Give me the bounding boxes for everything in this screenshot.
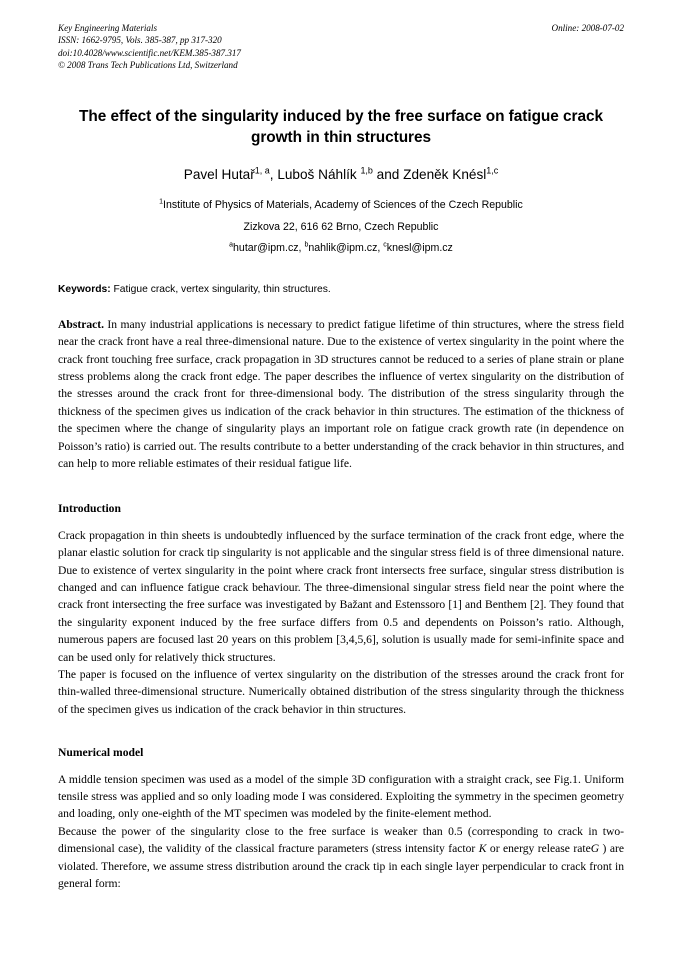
affiliation-marker: 1: [159, 198, 164, 206]
math-symbol-G: G: [590, 842, 600, 856]
author-name-2: Luboš Náhlík: [277, 167, 361, 183]
author-separator-2: and: [372, 167, 404, 183]
email-address-b: nahlik@ipm.cz,: [308, 242, 384, 255]
keywords-line: [58, 283, 624, 297]
journal-header: [58, 22, 624, 71]
keywords-label: Keywords:: [58, 283, 111, 295]
affiliation-institute-text: Institute of Physics of Materials, Academy of Sciences of the Czech Republic: [163, 199, 523, 212]
online-date: Online: 2008-07-02: [551, 23, 624, 33]
author-affiliation-marker-2: 1,b: [360, 165, 373, 176]
numerical-model-paragraph-1: A middle tension specimen was used as a model of the simple 3D configuration with a straight crack, see Fig.1. Uniform tensile stress was applied and so only loading mode I was considered. Exploiting the symmetry in the specimen geometry and loading, only one-eighth of the MT specimen was modeled by the finite-element method.: [58, 772, 624, 821]
introduction-paragraph-2: The paper is focused on the influence of vertex singularity on the distribution of the stresses around the crack front for thin-walled three-dimensional structure. Numerically obtained distribution of the stress singularity through the thickness of the specimen gives us indication of the crack behavior in thin structures.: [58, 668, 624, 716]
numerical-model-para2-part-a: Because the power of the singularity close to the free surface is weaker than 0.5 (corresponding to crack in two-dimensional case), the validity of the classical fracture parameters (stress intensity factor: [58, 824, 624, 856]
journal-copyright: © 2008 Trans Tech Publications Ltd, Switzerland: [58, 59, 238, 70]
abstract-paragraph: [58, 316, 624, 473]
journal-issn-volume: ISSN: 1662-9795, Vols. 385-387, pp 317-320: [58, 35, 222, 46]
abstract-label: Abstract.: [58, 317, 105, 331]
affiliation-institute: [58, 195, 624, 217]
abstract-text: In many industrial applications is necessary to predict fatigue lifetime of thin structures, where the stress field near the crack front have a real three-dimensional nature. Due to the existence of vertex singularity in the point where the crack front touching free surface, crack propagation in 3D structures cannot be reduced to a series of plane strain or plane stress problems along the crack front edge. The paper describes the influence of vertex singularity on the distribution of the stresses around the crack front for three-dimensional body. The distribution of the stress singularity through the thickness of the specimen gives us indication of the crack behavior in thin structures. The estimation of the thickness of the specimen where the change of singularity plays an important role on fatigue crack growth rate (in dependence on Poisson’s ratio) is carried out. The results contribute to a better understanding of the crack behavior in thin structures, and can help to more reliable estimates of their residual fatigue life.: [58, 317, 624, 470]
journal-name: Key Engineering Materials: [58, 23, 158, 33]
author-affiliation-marker-3: 1,c: [486, 165, 499, 176]
math-symbol-K: K: [478, 842, 487, 856]
section-heading-introduction: Introduction: [58, 502, 121, 516]
email-address-c: knesl@ipm.cz: [386, 242, 453, 255]
page-title: The effect of the singularity induced by the free surface on fatigue crack growth in thin structures: [79, 108, 603, 147]
author-affiliation-marker-1: 1, a: [254, 165, 270, 176]
numerical-model-para2-part-c: ) are violated. Therefore, we assume stress distribution around the crack tip in each single layer perpendicular to crack front in general form:: [58, 842, 625, 891]
author-list: [58, 165, 624, 184]
affiliation-address: Zizkova 22, 616 62 Brno, Czech Republic: [243, 220, 439, 233]
journal-header-left: [58, 22, 478, 71]
author-emails: [58, 238, 624, 260]
email-marker-a: a: [229, 241, 234, 249]
section-heading-numerical-model: Numerical model: [58, 746, 144, 760]
affiliation-block: [58, 195, 624, 238]
author-separator-1: ,: [269, 167, 278, 183]
page-content: [58, 22, 624, 892]
journal-doi: doi:10.4028/www.scientific.net/KEM.385-387.317: [58, 47, 241, 58]
introduction-paragraph-1: Crack propagation in thin sheets is undoubtedly influenced by the surface termination of the crack front edge, where the planar elastic solution for crack tip singularity is not applicable and the singular stress field is of three dimensional nature. Due to existence of vertex singularity in the point where crack front intersects free surface, singular stress distribution is changed and can influence fatigue crack behaviour. The three-dimensional singular stress field near the point where the crack front intersecting the free surface was investigated by Bažant and Estenssoro [1] and Benthem [2]. They found that the singularity exponent induced by the free surface differs from 0.5 and dependents on Poisson’s ratio. Although, numerous papers are focused last 20 years on this problem [3,4,5,6], solution is usually made for semi-infinite space and can be used only for relatively thick structures.: [58, 528, 625, 664]
numerical-model-paragraph-2: [58, 823, 624, 893]
email-marker-b: b: [304, 241, 309, 249]
email-marker-c: c: [383, 241, 387, 249]
author-name-1: Pavel Hutař: [183, 167, 255, 183]
keywords-text: Fatigue crack, vertex singularity, thin structures.: [110, 283, 331, 295]
numerical-model-para2-part-b: or energy release rate: [486, 842, 591, 856]
author-name-3: Zdeněk Knésl: [403, 167, 487, 183]
email-address-a: hutar@ipm.cz,: [233, 242, 305, 255]
